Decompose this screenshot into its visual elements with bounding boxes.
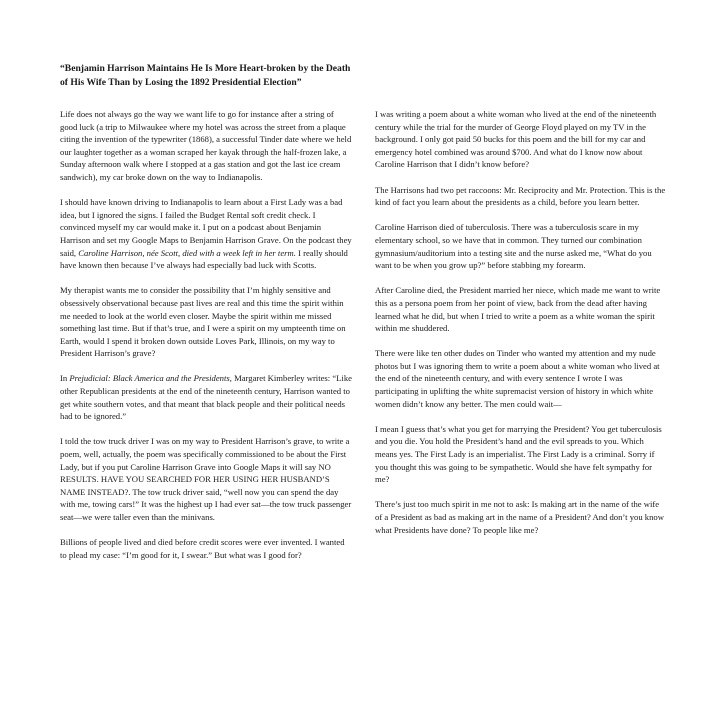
paragraph: There were like ten other dudes on Tinder who wanted my attention and my nude photos but I was ignoring them to write a poem about a white woman who lived at the end of the nineteenth century, and with every sentence I wrote I was participating in uplifting the white supremacist version of history in which white women didn’t know any better. The men could wait— <box>375 348 660 409</box>
book-title: Prejudicial: Black America and the Presidents <box>69 373 230 384</box>
paragraph: I was writing a poem about a white woman who lived at the end of the nineteenth century while the trial for the murder of George Floyd played on my TV in the background. I only got paid 50 bucks for this poem and the bill for my car and emergency hotel combined was around $700. And what do I know now about Caroline Harrison that I didn’t know before? <box>375 109 657 170</box>
paragraph: I mean I guess that’s what you get for marrying the President? You get tuberculosis and you die. You hold the President’s hand and the evil spreads to you. Which means yes. The First Lady is an imperialist. The First Lady is a criminal. Sorry if you thought this was going to be sympathetic. Would she have felt sympathy for me? <box>375 423 662 485</box>
paragraph: Caroline Harrison died of tuberculosis. There was a tuberculosis scare in my elementary school, so we have that in common. They turned our combination gymnasium/auditorium into a testing site and the nurse asked me, “What do you want to be when you grow up?” before stabbing my forearm. <box>375 222 652 271</box>
paragraph: My therapist wants me to consider the possibility that I’m highly sensitive and obsessively observational because past lives are real and this time the spirit within me needed to look at the world even closer. Maybe the spirit within me missed something last time. But if that’s true, and I were a spirit on my umpteenth time on Earth, would I spend it broken down outside Loves Park, Illinois, on my way to President Harrison’s grave? <box>60 285 346 359</box>
paragraph: I told the tow truck driver I was on my way to President Harrison’s grave, to write a poem, well, actually, the poem was specifically commissioned to be about the First Lady, but if you put Caroline Harrison Grave into Google Maps it will say NO RESULTS. HAVE YOU SEARCHED FOR HER USING HER HUSBAND’S NAME INSTEAD?. The tow truck driver said, “well now you can spend the day with me, towing cars!” It was the highest up I had ever sat—the tow truck passenger seat—we were taller even than the minivans. <box>60 436 352 522</box>
paragraph: There’s just too much spirit in me not to ask: Is making art in the name of the wife of a President as bad as making art in the name of a President? And don’t you know what Presidents have done? To people like me? <box>375 499 664 535</box>
text-span: I should have known driving to Indianapolis to learn about a First Lady was a bad idea, but I ignored the signs. I failed the Budget Rental soft credit check. I convinced myself my car would make it. I put on a podcast about Benjamin Harrison and set my Google Maps to Benjamin Harrison Grave. On the podcast they said, <box>60 197 352 258</box>
paragraph: Billions of people lived and died before credit scores were ever invented. I wanted to plead my case: “I’m good for it, I swear.” But what was I good for? <box>60 537 345 560</box>
italic-quote: Caroline Harrison, née Scott, died with a week left in her term. <box>78 247 296 258</box>
paragraph: After Caroline died, the President married her niece, which made me want to write this as a persona poem from her point of view, back from the dead after having learned what he did, but when I tried to write a poem as a white woman the spirit within me shuddered. <box>375 285 661 334</box>
paragraph <box>60 372 352 422</box>
text-span: , Margaret Kimberley writes: “Like other Republican presidents at the end of the nineteenth century, Harrison wanted to get white southern votes, and that meant that black people and their political needs had to be ignored.” <box>60 373 352 422</box>
right-column <box>375 108 667 549</box>
poem-title: “Benjamin Harrison Maintains He Is More Heart-broken by the Death of His Wife Than by Losing the 1892 Presidential Election” <box>60 63 351 88</box>
text-span: In <box>60 373 70 384</box>
paragraph: The Harrisons had two pet raccoons: Mr. Reciprocity and Mr. Protection. This is the kind of fact you learn about the presidents as a child, before you learn better. <box>375 184 666 208</box>
text-span: I really should have known then because I’ve always had especially bad luck with Scotts. <box>60 247 348 271</box>
left-column <box>60 108 352 574</box>
paragraph <box>60 196 352 272</box>
paragraph: Life does not always go the way we want life to go for instance after a string of good luck (a trip to Milwaukee where my hotel was across the street from a plaque citing the invention of the typewriter (1868), a successful Tinder date where we held our laughter together as a woman scraped her kayak through the half-frozen lake, a Sunday afternoon walk where I stopped at a gas station and got the last ice cream sandwich), my car broke down on the way to Indianapolis. <box>60 109 352 182</box>
